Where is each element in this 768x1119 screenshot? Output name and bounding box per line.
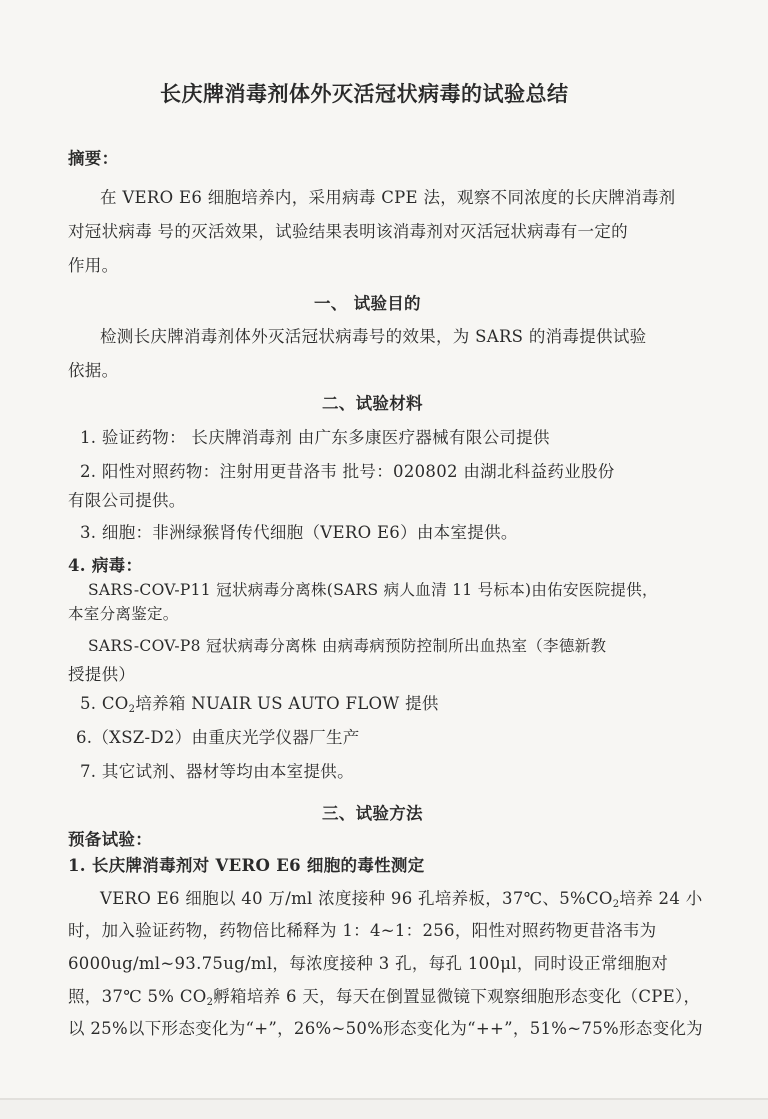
method-line-4-end: 孵箱培养 6 天，每天在倒置显微镜下观察细胞形态变化（CPE）， [213,987,701,1006]
section-1-heading: 一、 试验目的 [314,294,421,313]
materials-item-1: 1. 验证药物： 长庆牌消毒剂 由广东多康医疗器械有限公司提供 [80,428,550,447]
item-5-suffix: 培养箱 NUAIR US AUTO FLOW 提供 [135,694,439,713]
item-5-subscript: 2 [128,704,136,715]
method-line-3: 6000ug/ml~93.75ug/ml，每浓度接种 3 孔，每孔 100μl，同时设正常细胞对 [68,954,669,973]
materials-item-3: 3. 细胞：非洲绿猴肾传代细胞（VERO E6）由本室提供。 [80,523,518,542]
item-5-prefix: 5. CO [80,694,129,713]
abstract-line-3: 作用。 [68,256,119,275]
page-bottom-margin [0,1100,768,1119]
method-line-4 [68,987,700,1013]
toxicity-test-heading: 1. 长庆牌消毒剂对 VERO E6 细胞的毒性测定 [68,856,425,875]
abstract-line-2: 对冠状病毒 号的灭活效果，试验结果表明该消毒剂对灭活冠状病毒有一定的 [68,222,628,241]
materials-item-2-line-1: 2. 阳性对照药物：注射用更昔洛韦 批号：020802 由湖北科益药业股份 [80,462,615,481]
virus-2-line-1: SARS-COV-P8 冠状病毒分离株 由病毒病预防控制所出血热室（李德新教 [88,637,607,655]
materials-item-7: 7. 其它试剂、器材等均由本室提供。 [80,762,354,781]
virus-1-line-2: 本室分离鉴定。 [68,605,179,623]
method-line-4-subscript: 2 [206,997,214,1008]
section-3-heading: 三、试验方法 [322,804,423,823]
section-1-line-1: 检测长庆牌消毒剂体外灭活冠状病毒号的效果，为 SARS 的消毒提供试验 [100,327,647,346]
abstract-heading: 摘要： [68,149,119,168]
method-line-2: 时，加入验证药物，药物倍比稀释为 1：4~1：256，阳性对照药物更昔洛韦为 [68,921,657,940]
method-line-4-text: 照，37℃ 5% CO [68,987,207,1006]
materials-item-4-heading: 4. 病毒： [68,556,143,575]
section-1-line-2: 依据。 [68,361,119,380]
section-2-heading: 二、试验材料 [322,394,423,413]
method-line-1-text: VERO E6 细胞以 40 万/ml 浓度接种 96 孔培养板，37℃、5%CO [100,889,613,908]
materials-item-6: 6.（XSZ-D2）由重庆光学仪器厂生产 [76,728,360,747]
method-line-1-subscript: 2 [612,899,620,910]
preliminary-test-heading: 预备试验： [68,830,152,849]
method-line-5: 以 25%以下形态变化为“+”，26%~50%形态变化为“++”，51%~75%形态变化为 [68,1019,703,1038]
materials-item-5 [80,694,439,720]
document-title: 长庆牌消毒剂体外灭活冠状病毒的试验总结 [160,81,569,106]
virus-1-line-1: SARS-COV-P11 冠状病毒分离株(SARS 病人血清 11 号标本)由佑安医院提供， [88,581,658,599]
materials-item-2-line-2: 有限公司提供。 [68,491,186,510]
abstract-line-1: 在 VERO E6 细胞培养内，采用病毒 CPE 法，观察不同浓度的长庆牌消毒剂 [100,188,676,207]
method-line-1-end: 培养 24 小 [619,889,703,908]
method-line-1 [100,889,703,915]
virus-2-line-2: 授提供） [68,665,136,684]
